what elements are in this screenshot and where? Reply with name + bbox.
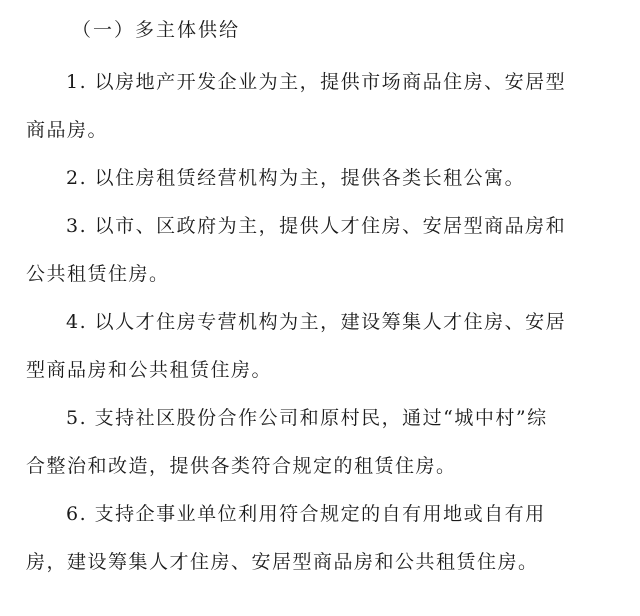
- list-item-5-line-2: 合整治和改造，提供各类符合规定的租赁住房。: [26, 455, 457, 477]
- list-item-3-line-1: 3. 以市、区政府为主，提供人才住房、安居型商品房和: [66, 215, 567, 237]
- list-item-4-line-1: 4. 以人才住房专营机构为主，建设筹集人才住房、安居: [66, 311, 567, 333]
- list-item-1-line-2: 商品房。: [26, 119, 109, 141]
- list-item-5: [26, 394, 614, 490]
- list-item-2-line-1: 2. 以住房租赁经营机构为主，提供各类长租公寓。: [66, 167, 526, 189]
- list-item-3-line-2: 公共租赁住房。: [26, 263, 170, 285]
- list-item-6-line-1: 6. 支持企事业单位利用符合规定的自有用地或自有用: [66, 503, 546, 525]
- section-heading: （一）多主体供给: [72, 19, 241, 41]
- list-item-4: [26, 298, 614, 394]
- list-item-6-line-2: 房，建设筹集人才住房、安居型商品房和公共租赁住房。: [26, 551, 539, 573]
- list-item-6: [26, 490, 614, 586]
- list-item-5-line-1: 5. 支持社区股份合作公司和原村民，通过“城中村”综: [66, 407, 548, 429]
- list-item-3: [26, 202, 614, 298]
- list-item-2: [26, 154, 614, 202]
- list-item-1: [26, 58, 614, 154]
- list-item-4-line-2: 型商品房和公共租赁住房。: [26, 359, 273, 381]
- list-item-1-line-1: 1. 以房地产开发企业为主，提供市场商品住房、安居型: [66, 71, 567, 93]
